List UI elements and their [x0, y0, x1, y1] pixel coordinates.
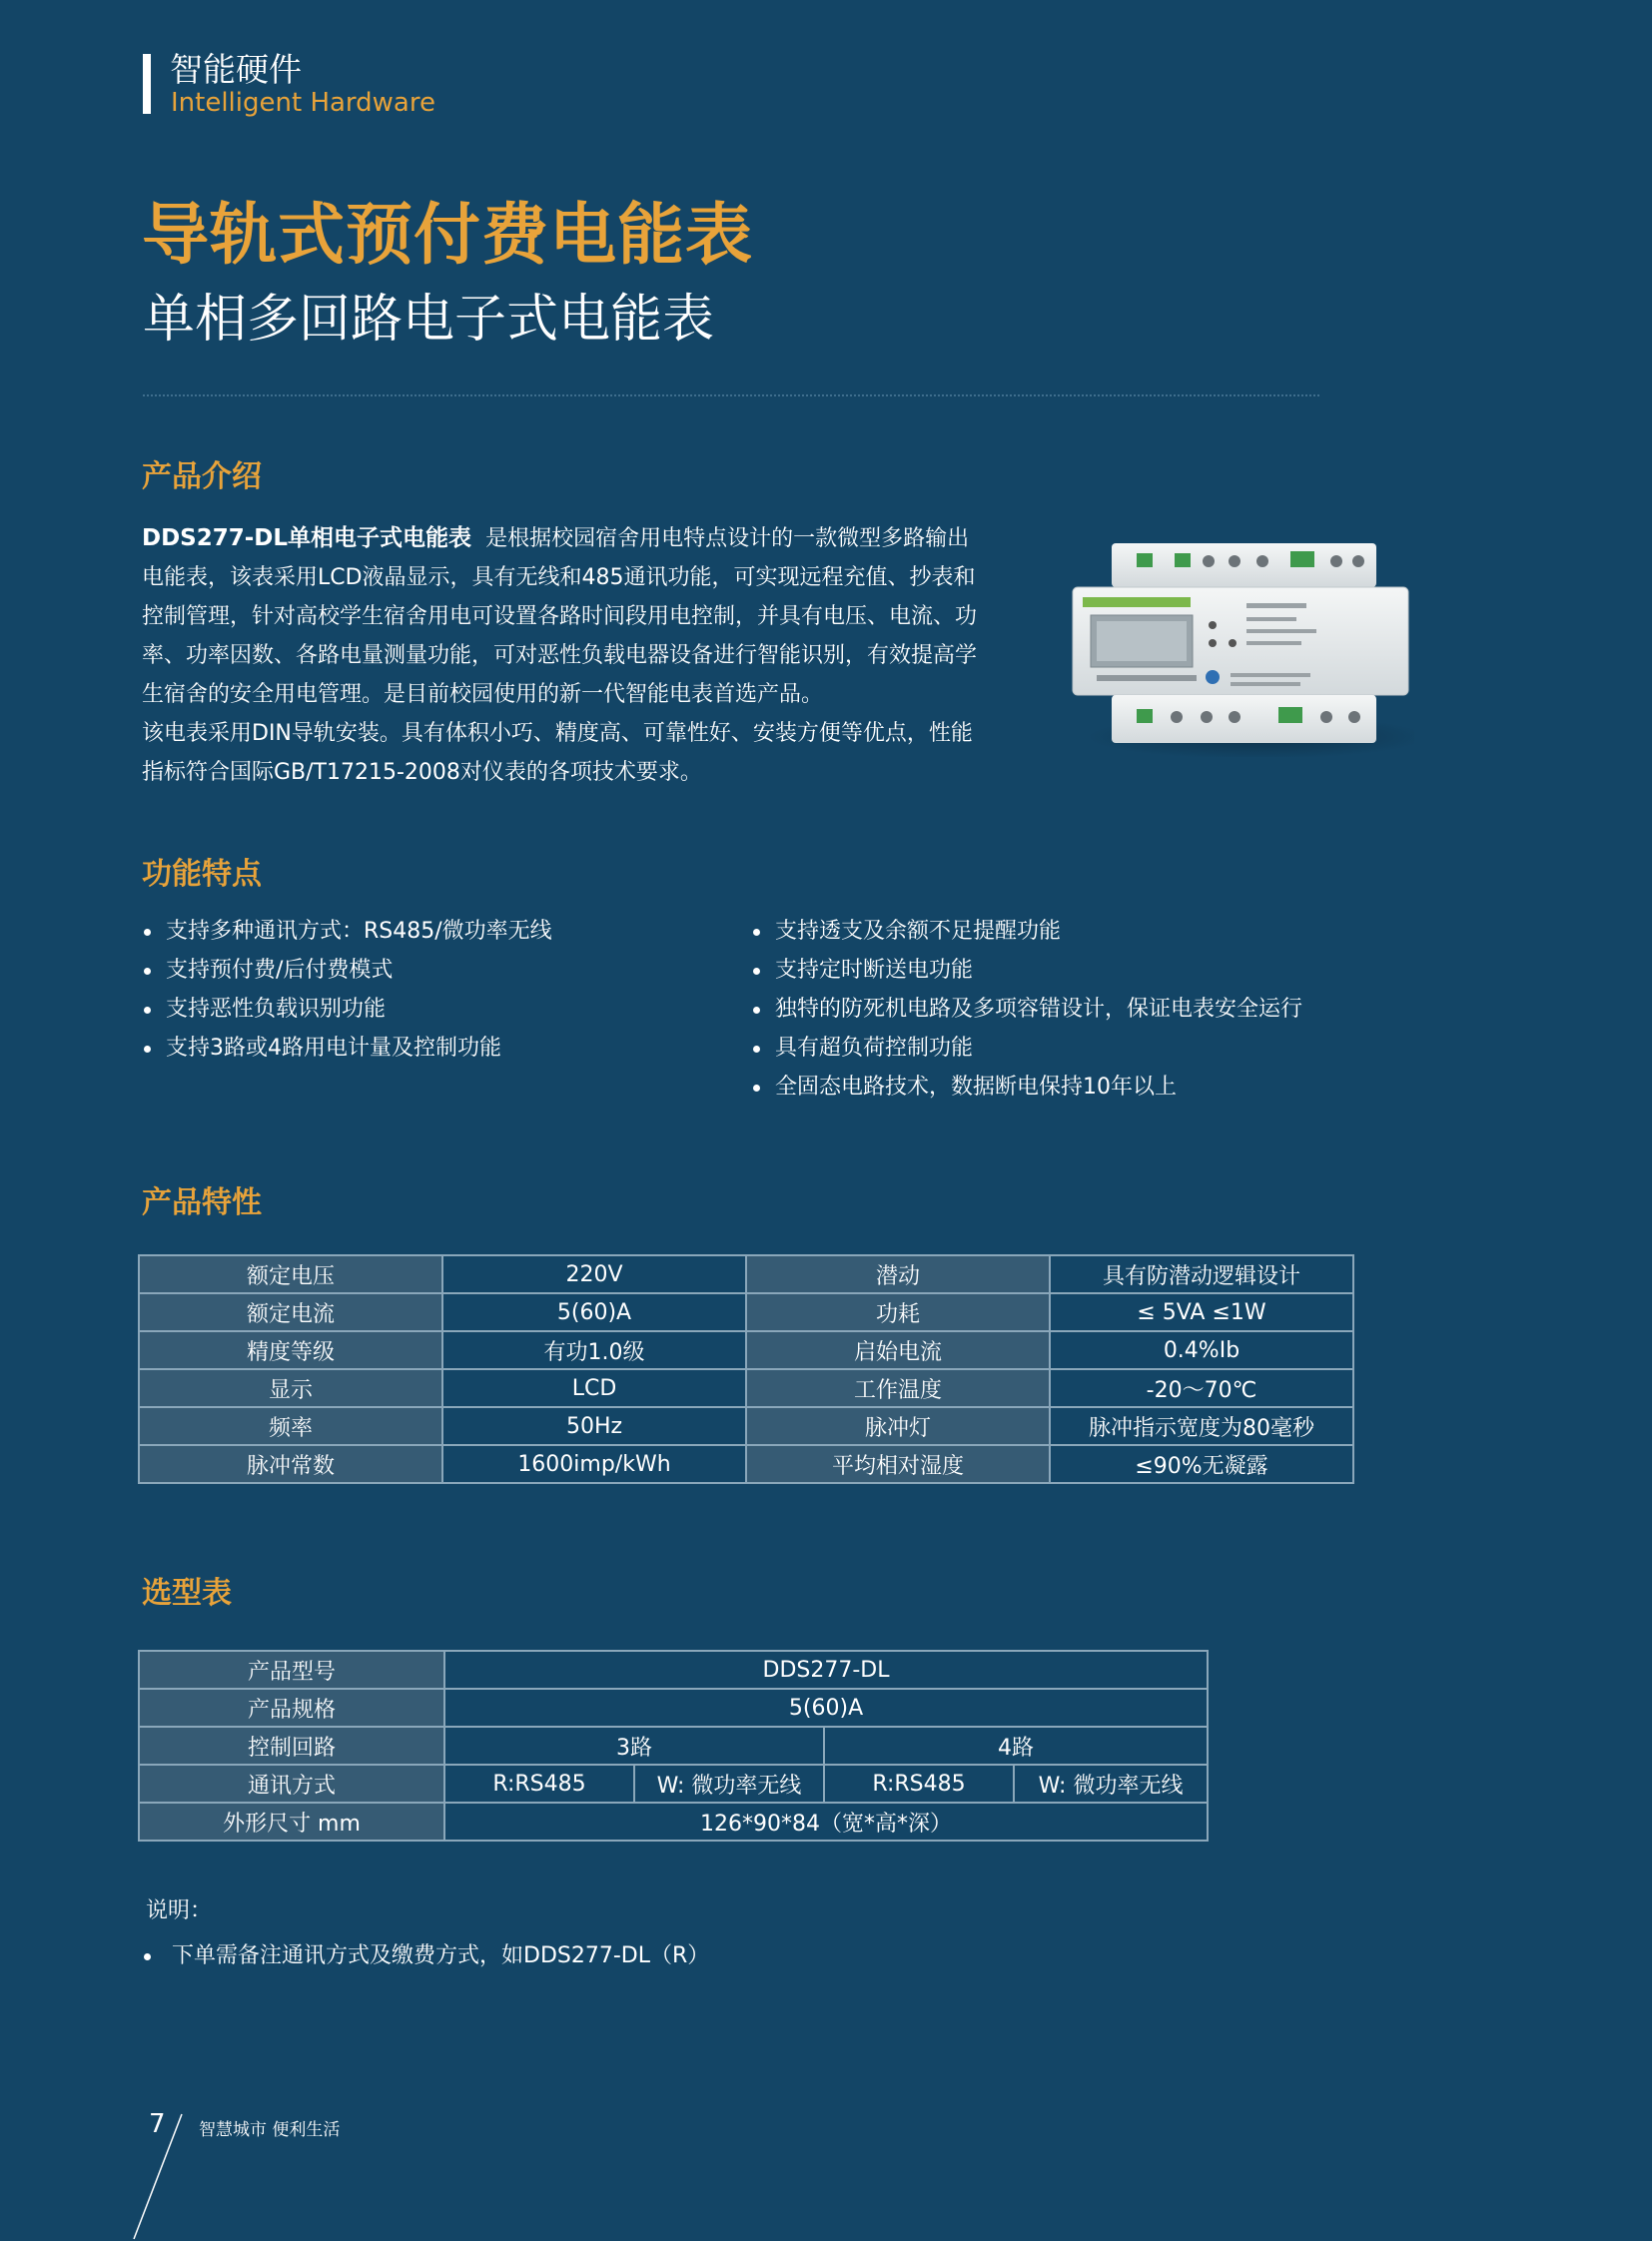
selection-value: DDS277-DL: [444, 1651, 1208, 1689]
meter-product-image: [1067, 537, 1414, 757]
spec-key: 启始电流: [746, 1331, 1050, 1369]
feature-item: 支持预付费/后付费模式: [142, 951, 552, 990]
features-list-right: [751, 912, 1302, 1107]
selection-key: 产品型号: [139, 1651, 444, 1689]
spec-value: ≤ 5VA ≤1W: [1050, 1293, 1353, 1331]
spec-key: 功耗: [746, 1293, 1050, 1331]
dotted-divider: [143, 394, 1319, 396]
table-row: [139, 1369, 1353, 1407]
table-row: [139, 1689, 1208, 1727]
spec-key: 额定电流: [139, 1293, 442, 1331]
category-title-en: Intelligent Hardware: [171, 88, 435, 118]
intro-text: [142, 519, 981, 792]
table-row: [139, 1727, 1208, 1765]
footer-slogan: 智慧城市 便利生活: [199, 2120, 341, 2140]
spec-value: 有功1.0级: [442, 1331, 746, 1369]
spec-value: 1600imp/kWh: [442, 1445, 746, 1483]
table-row: [139, 1293, 1353, 1331]
table-row: [139, 1331, 1353, 1369]
header-accent-bar: [143, 54, 151, 114]
intro-lead: DDS277-DL单相电子式电能表: [142, 525, 472, 551]
feature-item: 支持3路或4路用电计量及控制功能: [142, 1029, 552, 1068]
feature-item: 支持多种通讯方式：RS485/微功率无线: [142, 912, 552, 951]
selection-value: 126*90*84（宽*高*深）: [444, 1803, 1208, 1841]
spec-key: 平均相对湿度: [746, 1445, 1050, 1483]
spec-value: 脉冲指示宽度为80毫秒: [1050, 1407, 1353, 1445]
spec-value: 0.4%Ib: [1050, 1331, 1353, 1369]
spec-value: ≤90%无凝露: [1050, 1445, 1353, 1483]
features-heading: 功能特点: [142, 857, 262, 892]
feature-item: 独特的防死机电路及多项容错设计，保证电表安全运行: [751, 990, 1302, 1029]
spec-key: 显示: [139, 1369, 442, 1407]
table-row: [139, 1803, 1208, 1841]
selection-value: 4路: [824, 1727, 1208, 1765]
spec-key: 频率: [139, 1407, 442, 1445]
spec-value: 具有防潜动逻辑设计: [1050, 1255, 1353, 1293]
note-item: 下单需备注通讯方式及缴费方式，如DDS277-DL（R）: [142, 1936, 709, 1975]
category-title-cn: 智能硬件: [170, 50, 302, 89]
selection-value: 3路: [444, 1727, 824, 1765]
table-row: [139, 1765, 1208, 1803]
spec-key: 潜动: [746, 1255, 1050, 1293]
feature-item: 支持恶性负载识别功能: [142, 990, 552, 1029]
feature-item: 具有超负荷控制功能: [751, 1029, 1302, 1068]
selection-value: R:RS485: [824, 1765, 1014, 1803]
spec-key: 脉冲灯: [746, 1407, 1050, 1445]
intro-body-1: 是根据校园宿舍用电特点设计的一款微型多路输出电能表，该表采用LCD液晶显示，具有无线和485通讯功能，可实现远程充值、抄表和控制管理，针对高校学生宿舍用电可设置各路时间段用电控制，并具有电压、电流、功率、功率因数、各路电量测量功能，可对恶性负载电器设备进行智能识别，有效提高学生宿舍的安全用电管理。是目前校园使用的新一代智能电表首选产品。: [142, 526, 978, 707]
features-list-left: [142, 912, 552, 1068]
page-subtitle: 单相多回路电子式电能表: [143, 290, 715, 350]
spec-value: LCD: [442, 1369, 746, 1407]
notes-title: 说明：: [146, 1898, 213, 1923]
selection-value: 5(60)A: [444, 1689, 1208, 1727]
spec-value: -20～70℃: [1050, 1369, 1353, 1407]
feature-item: 全固态电路技术，数据断电保持10年以上: [751, 1068, 1302, 1107]
selection-key: 产品规格: [139, 1689, 444, 1727]
notes-list: [142, 1936, 709, 1975]
feature-item: 支持透支及余额不足提醒功能: [751, 912, 1302, 951]
intro-paragraph-1: [142, 519, 981, 714]
page-title: 导轨式预付费电能表: [142, 196, 753, 274]
specs-heading: 产品特性: [142, 1185, 262, 1220]
table-row: [139, 1407, 1353, 1445]
spec-key: 精度等级: [139, 1331, 442, 1369]
spec-key: 工作温度: [746, 1369, 1050, 1407]
selection-value: W: 微功率无线: [1014, 1765, 1208, 1803]
spec-value: 50Hz: [442, 1407, 746, 1445]
table-row: [139, 1445, 1353, 1483]
selection-heading: 选型表: [142, 1576, 232, 1611]
selection-key: 控制回路: [139, 1727, 444, 1765]
table-row: [139, 1651, 1208, 1689]
selection-table: [138, 1650, 1209, 1842]
selection-value: R:RS485: [444, 1765, 634, 1803]
intro-paragraph-2: 该电表采用DIN导轨安装。具有体积小巧、精度高、可靠性好、安装方便等优点，性能指标符合国际GB/T17215-2008对仪表的各项技术要求。: [142, 721, 973, 785]
specs-table: [138, 1254, 1354, 1484]
selection-key: 外形尺寸 mm: [139, 1803, 444, 1841]
selection-key: 通讯方式: [139, 1765, 444, 1803]
table-row: [139, 1255, 1353, 1293]
spec-value: 220V: [442, 1255, 746, 1293]
spec-key: 脉冲常数: [139, 1445, 442, 1483]
feature-item: 支持定时断送电功能: [751, 951, 1302, 990]
selection-value: W: 微功率无线: [634, 1765, 824, 1803]
intro-heading: 产品介绍: [142, 459, 262, 494]
page-number: 7: [149, 2109, 166, 2139]
spec-key: 额定电压: [139, 1255, 442, 1293]
spec-value: 5(60)A: [442, 1293, 746, 1331]
